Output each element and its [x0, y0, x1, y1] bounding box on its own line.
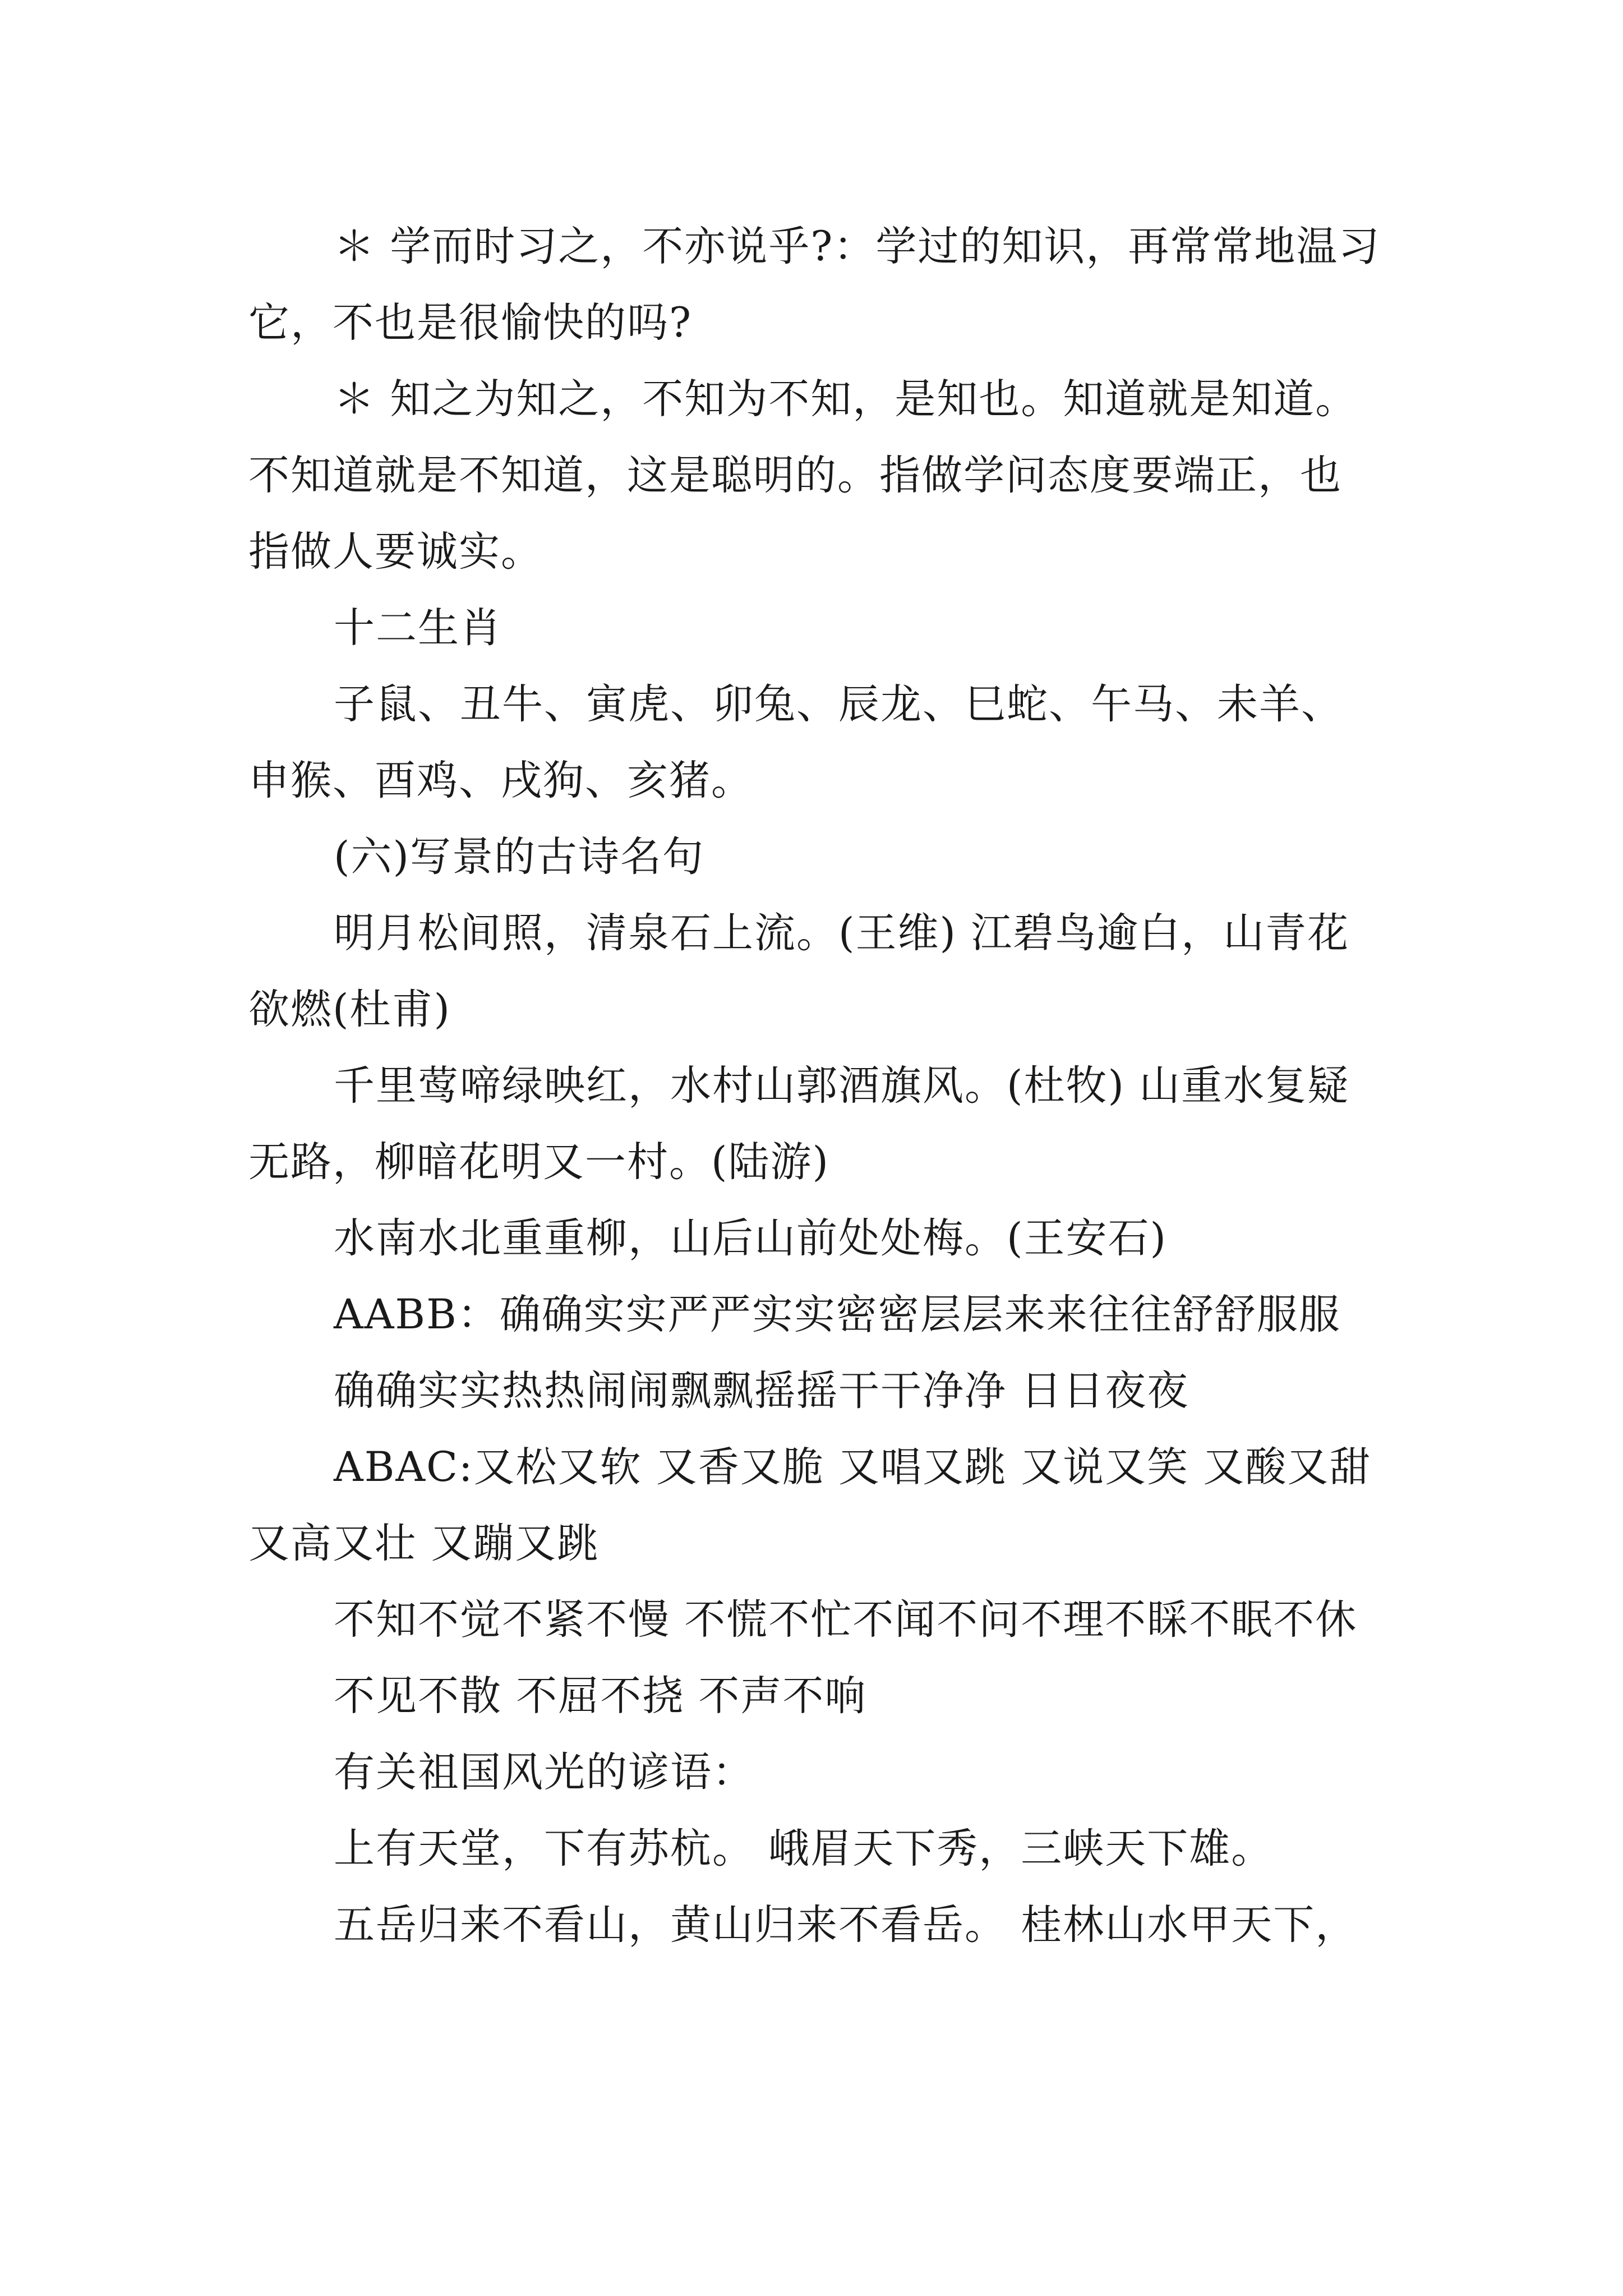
word-pattern-bu-x-bu-y: 不知不觉不紧不慢 不慌不忙不闻不问不理不睬不眠不休 — [334, 1596, 1358, 1644]
word-pattern-aabb: AABB：确确实实严严实实密密层层来来往往舒舒服服 — [334, 1291, 1341, 1338]
poem-line: 千里莺啼绿映红，水村山郭酒旗风。(杜牧) 山重水复疑无路，柳暗花明又一村。(陆游) — [248, 1062, 1350, 1186]
word-pattern-abac: ABAC:又松又软 又香又脆 又唱又跳 又说又笑 又酸又甜 又高又壮 又蹦又跳 — [248, 1443, 1372, 1567]
document-body — [248, 209, 1381, 1963]
word-pattern-bu-x-bu-y-continued: 不见不散 不屈不挠 不声不响 — [334, 1672, 867, 1720]
paragraph-zodiac-list: 子鼠、丑牛、寅虎、卯兔、辰龙、巳蛇、午马、未羊、申猴、酉鸡、戌狗、亥猪。 — [248, 680, 1343, 804]
paragraph-zhi-zhi-wei-zhi: ＊ 知之为知之，不知为不知，是知也。知道就是知道。不知道就是不知道，这是聪明的。指做学问态度要端正，也指做人要诚实。 — [248, 375, 1358, 576]
heading-scenery-poems: (六)写景的古诗名句 — [334, 833, 704, 881]
heading-motherland-proverbs: 有关祖国风光的谚语： — [334, 1749, 754, 1796]
word-pattern-aabb-continued: 确确实实热热闹闹飘飘摇摇干干净净 日日夜夜 — [334, 1367, 1189, 1415]
poem-line: 水南水北重重柳，山后山前处处梅。(王安石) — [334, 1214, 1167, 1262]
heading-zodiac: 十二生肖 — [334, 604, 502, 652]
poem-line: 明月松间照，清泉石上流。(王维) 江碧鸟逾白，山青花欲燃(杜甫) — [248, 909, 1350, 1033]
proverb-line: 五岳归来不看山，黄山归来不看岳。 桂林山水甲天下， — [334, 1901, 1358, 1949]
proverb-line: 上有天堂，下有苏杭。 峨眉天下秀，三峡天下雄。 — [334, 1825, 1274, 1872]
paragraph-xue-er-shi-xi: ＊ 学而时习之，不亦说乎?：学过的知识，再常常地温习它，不也是很愉快的吗? — [248, 223, 1381, 347]
